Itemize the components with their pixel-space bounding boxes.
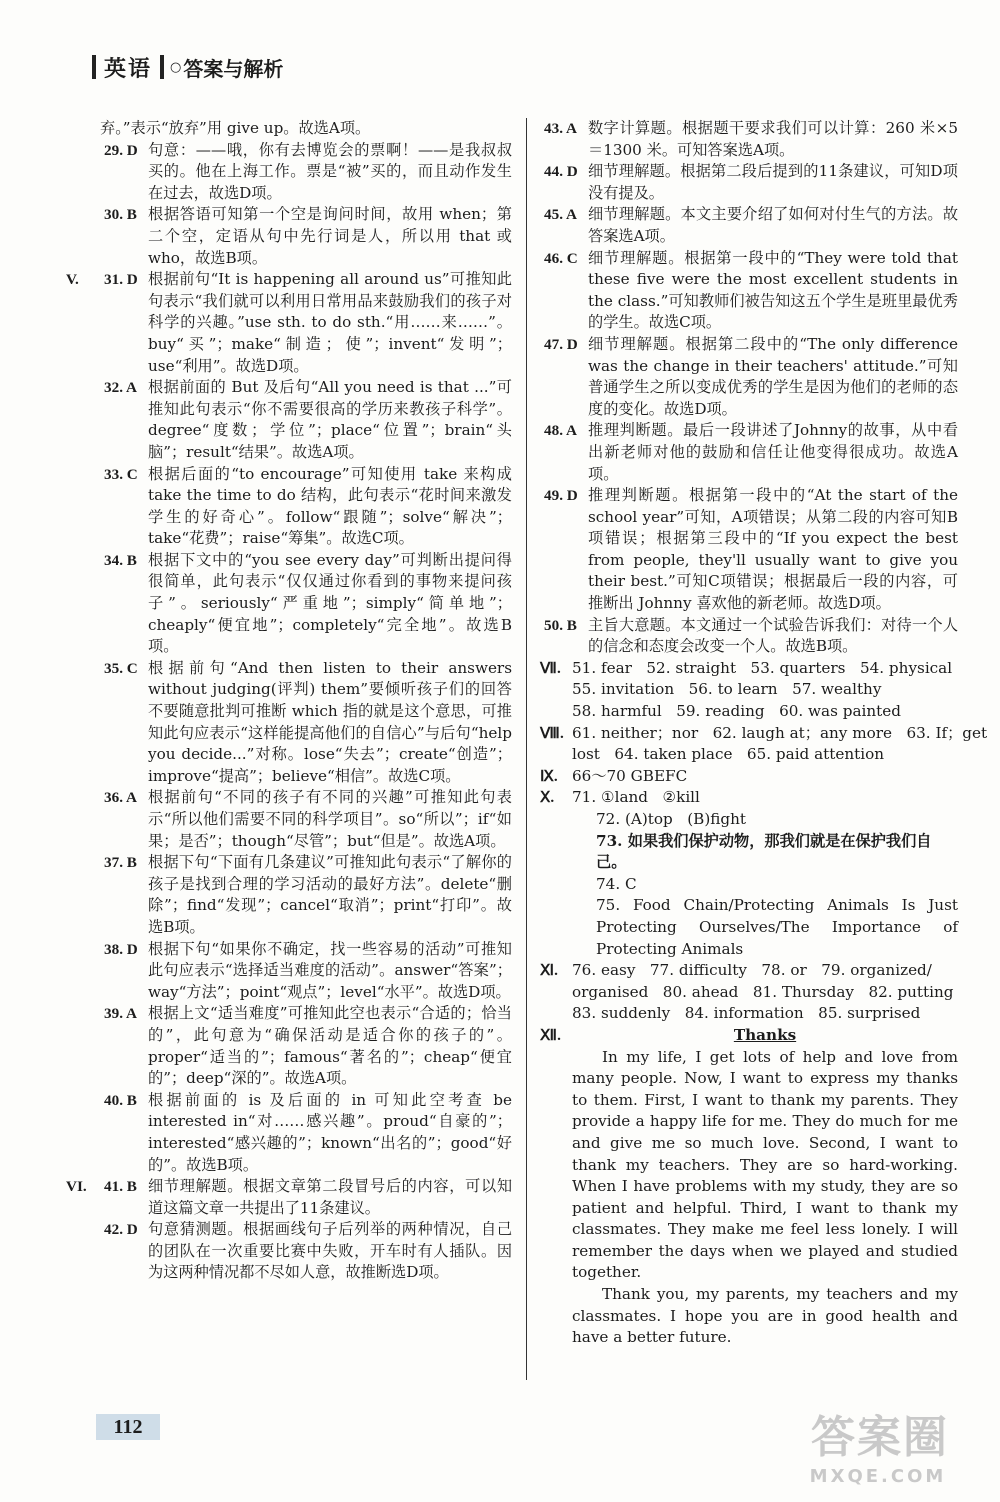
answer-text: 句意：——哦，你有去博览会的票啊！——是我叔叔买的。他在上海工作。票是“被”买的，而且动作发生在过去，故选D项。 xyxy=(148,140,512,202)
answer-text: 细节理解题。根据第一段中的“They were told that these five were the most excellent students in the class.”可知教师们被告知这五个学生是班里最优秀的学生。故选C项。 xyxy=(588,248,958,332)
header-title: 答案与解析 xyxy=(183,56,284,81)
answer-line: 71. ①land ②kill xyxy=(572,788,700,807)
answer-line: 72. (A)top (B)fight xyxy=(596,810,746,828)
question-number: 49. D xyxy=(544,487,578,505)
question-number: 40. B xyxy=(104,1091,137,1109)
question-number: 45. A xyxy=(544,206,577,224)
answer-item xyxy=(100,1219,512,1284)
answer-text: 根据下句“如果你不确定，找一些容易的活动”可推知此句应表示“选择适当难度的活动”。answer“答案”；way“方法”；point“观点”；level“水平”。故选D项。 xyxy=(148,939,512,1001)
section-vii xyxy=(540,658,958,723)
answer-line: 58. harmful 59. reading 60. was painted xyxy=(572,702,901,721)
answer-line: 66～70 GBEFC xyxy=(572,766,688,785)
answer-text: 主旨大意题。本文通过一个试验告诉我们：对待一个人的信念和态度会改变一个人。故选B项。 xyxy=(588,615,958,656)
question-number: 39. A xyxy=(104,1005,137,1023)
answer-item xyxy=(100,140,512,205)
question-number: 36. A xyxy=(104,789,137,807)
answer-line: 74. C xyxy=(596,874,637,893)
question-number: 34. B xyxy=(104,551,137,569)
answer-text: 根据前句“And then listen to their answers without judging(评判) them”要倾听孩子们的回答不要随意批判可推断 which 指的就是这个意思，可推知此句应表示“这样能提高他们的自信心”与后句“help you decide...”对称。lose“失去”；create“创造”；improve“提高”；believe“相信”。故选C项。 xyxy=(148,658,512,785)
answer-item xyxy=(540,334,958,420)
answer-text: 弃。”表示“放弃”用 give up。故选A项。 xyxy=(100,119,371,137)
section-label: Ⅶ. xyxy=(540,659,561,677)
left-column xyxy=(66,118,512,1284)
question-number: 37. B xyxy=(104,854,137,872)
question-number: 48. A xyxy=(544,422,577,440)
answer-item xyxy=(100,377,512,463)
answer-text: 根据后面的“to encourage”可知使用 take 来构成 take the time to do 结构，此句表示“花时间来激发学生的好奇心”。follow“跟随”；solve“解决”；take“花费”；raise“筹集”。故选C项。 xyxy=(148,464,512,548)
answer-item xyxy=(100,1003,512,1089)
answer-text: 根据答语可知第一个空是询问时间，故用 when；第二个空，定语从句中先行词是人，所以用 that 或 who，故选B项。 xyxy=(148,205,512,267)
answer-text: 细节理解题。根据文章第二段冒号后的内容，可以知道这篇文章一共提出了11条建议。 xyxy=(148,1177,512,1217)
section-label: Ⅹ. xyxy=(540,789,555,807)
section-label: Ⅷ. xyxy=(540,724,564,742)
answer-line: 61. neither；nor 62. laugh at；any more 63. If；get xyxy=(572,723,988,742)
answer-item xyxy=(540,118,958,161)
answer-text: 推理判断题。根据第一段中的“At the start of the school year”可知，A项错误；从第二段的内容可知B项错误；根据第三段中的“If you expect the best from people, they'll usually want to give you their best.”可知C项错误；根据最后一段的内容，可推断出 Johnny 喜欢他的新老师。故选D项。 xyxy=(588,486,958,613)
section-label: Ⅺ. xyxy=(540,962,558,980)
header-bar xyxy=(92,55,96,79)
answer-text: 根据前句“It is happening all around us”可推知此句表示“我们就可以利用日常用品来鼓励我们的孩子对科学的兴趣。”use sth. to do sth.“用……来……”。buy“买”；make“制造；使”；invent“发明”；use“利用”。故选D项。 xyxy=(148,270,512,375)
question-number: 29. D xyxy=(104,141,138,159)
question-number: 41. B xyxy=(104,1178,137,1196)
answer-line: lost 64. taken place 65. paid attention xyxy=(572,745,885,764)
circle-icon: ○ xyxy=(170,59,182,75)
right-items xyxy=(540,118,958,658)
question-number: 31. D xyxy=(104,271,138,289)
column-divider xyxy=(526,118,527,1380)
answer-text: 根据前面的 is 及后面的 in 可知此空考查 be interested in“对……感兴趣”。proud“自豪的”；interested“感兴趣的”；known“出名的”；good“好的”。故选B项。 xyxy=(148,1090,512,1174)
question-number: 30. B xyxy=(104,206,137,224)
answer-text: 数字计算题。根据题干要求我们可以计算：260 米×5＝1300 米。可知答案选A项。 xyxy=(588,119,958,159)
watermark-logo: 答案圈 xyxy=(811,1412,949,1463)
answer-line: 76. easy 77. difficulty 78. or 79. organized/ xyxy=(572,961,932,980)
question-number: 50. B xyxy=(544,616,577,634)
answer-item xyxy=(66,269,512,377)
question-number: 43. A xyxy=(544,120,577,137)
answer-text: 推理判断题。最后一段讲述了Johnny的故事，从中看出新老师对他的鼓励和信任让他变得很成功。故选A项。 xyxy=(588,421,958,483)
answer-text: 细节理解题。本文主要介绍了如何对付生气的方法。故答案选A项。 xyxy=(588,205,958,245)
essay-paragraph: Thank you, my parents, my teachers and my classmates. I hope you are in good health and have a better future. xyxy=(572,1285,958,1347)
answer-item xyxy=(100,204,512,269)
answer-item xyxy=(540,204,958,247)
question-number: 33. C xyxy=(104,465,138,483)
question-number: 47. D xyxy=(544,335,578,353)
page-number: 112 xyxy=(96,1414,160,1440)
answer-text: 根据下句“下面有几条建议”可推知此句表示“了解你的孩子是找到合理的学习活动的最好方法”。delete“删除”；find“发现”；cancel“取消”；print“打印”。故选B项。 xyxy=(148,853,512,936)
question-number: 32. A xyxy=(104,379,137,397)
answer-text: 根据前句“不同的孩子有不同的兴趣”可推知此句表示“所以他们需要不同的科学项目”。so“所以”；if“如果；是否”；though“尽管”；but“但是”。故选A项。 xyxy=(148,788,512,850)
section-x xyxy=(540,787,958,960)
essay-paragraph: In my life, I get lots of help and love from many people. Now, I want to express my thanks to them. First, I want to thank my parents. They provide a happy life for me. They do much for me and give me so much love. Second, I want to thank my teachers. They are so hard-working. When I have problems with my study, they are so patient and helpful. Third, I want to thank my classmates. They make me feel less lonely. I will remember the days when we played and studied together. xyxy=(572,1047,958,1282)
answer-item xyxy=(100,787,512,852)
answer-text: 句意猜测题。根据画线句子后列举的两种情况，自己的团队在一次重要比赛中失败，开车时有人插队。因为这两种情况都不尽如人意，故推断选D项。 xyxy=(148,1220,512,1282)
answer-item xyxy=(540,615,958,658)
header-bar xyxy=(160,55,164,79)
question-number: 46. C xyxy=(544,249,578,267)
answer-line: 75. Food Chain/Protecting Animals Is Just Protecting Ourselves/The Importance of Protecting Animals xyxy=(596,896,958,958)
section-xii xyxy=(540,1025,958,1047)
answer-text: 细节理解题。根据第二段后提到的11条建议，可知D项没有提及。 xyxy=(588,162,958,202)
section-xi xyxy=(540,960,958,1025)
answer-line: 51. fear 52. straight 53. quarters 54. physical xyxy=(572,658,953,677)
section-ix xyxy=(540,766,958,788)
answer-item xyxy=(100,464,512,550)
answer-text: 根据下文中的“you see every day”可判断出提问得很简单，此句表示“仅仅通过你看到的事物来提问孩子”。seriously“严重地”；simply“简单地”；cheaply“便宜地”；completely“完全地”。故选B项。 xyxy=(148,550,512,656)
answer-text: 细节理解题。根据第二段中的“The only difference was the change in their teachers' attitude.”可知普通学生之所以变成优秀的学生是因为他们的老师的态度的变化。故选D项。 xyxy=(588,334,958,418)
page-header xyxy=(92,52,283,82)
answer-item xyxy=(100,1090,512,1176)
question-number: 42. D xyxy=(104,1221,138,1239)
answer-item xyxy=(540,420,958,485)
section-viii xyxy=(540,723,988,766)
header-subject: 英语 xyxy=(104,56,153,82)
answer-item xyxy=(100,550,512,658)
answer-item xyxy=(100,939,512,1004)
question-number: 38. D xyxy=(104,940,138,958)
watermark-url: MXQE.COM xyxy=(809,1466,947,1487)
right-column xyxy=(540,118,988,1349)
answer-item xyxy=(540,161,958,204)
answer-item xyxy=(540,248,958,334)
answer-item xyxy=(66,1176,512,1219)
answer-line: 73. 如果我们保护动物，那我们就是在保护我们自己。 xyxy=(596,831,932,872)
answer-line: 83. suddenly 84. information 85. surprised xyxy=(572,1004,921,1023)
section-label: Ⅸ. xyxy=(540,767,558,785)
answer-text: 根据上文“适当难度”可推知此空也表示“合适的；恰当的”，此句意为“确保活动是适合你的孩子的”。proper“适当的”；famous“著名的”；cheap“便宜的”；deep“深的”。故选A项。 xyxy=(148,1004,512,1088)
answer-line: 55. invitation 56. to learn 57. wealthy xyxy=(572,680,882,699)
section-label: VI. xyxy=(66,1178,87,1196)
answer-item xyxy=(100,852,512,938)
question-number: 35. C xyxy=(104,659,138,677)
answer-item xyxy=(540,485,958,615)
answer-item xyxy=(100,118,512,140)
section-label: V. xyxy=(66,271,79,289)
section-label: Ⅻ. xyxy=(540,1026,561,1044)
answer-item xyxy=(100,658,512,788)
answer-line: organised 80. ahead 81. Thursday 82. putting xyxy=(572,982,954,1001)
essay-title: Thanks xyxy=(733,1025,797,1044)
question-number: 44. D xyxy=(544,163,578,181)
answer-text: 根据前面的 But 及后句“All you need is that ...”可推知此句表示“你不需要很高的学历来教孩子科学”。degree“度数；学位”；place“位置”；brain“头脑”；result“结果”。故选A项。 xyxy=(148,378,512,461)
